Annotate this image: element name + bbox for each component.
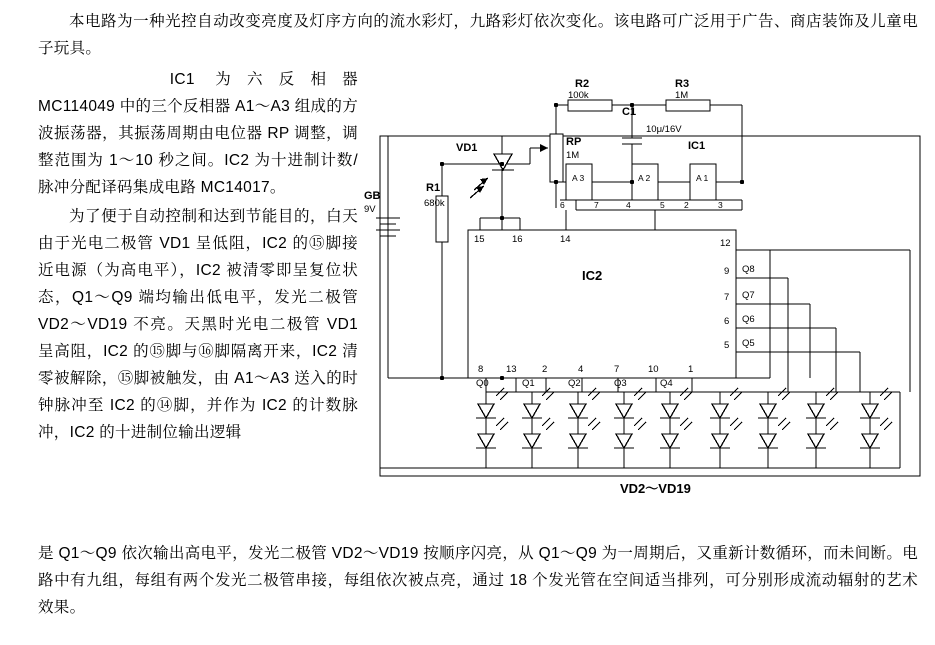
label-gate-a3: A 3 [572, 173, 585, 183]
label-q7: Q7 [742, 290, 755, 301]
pin-a3-left: 6 [560, 200, 565, 210]
pin-ic2-14: 14 [560, 234, 571, 245]
pin-ic2-5: 5 [724, 340, 730, 351]
schematic-svg [370, 78, 930, 508]
label-gb-value: 9V [364, 204, 376, 215]
label-gate-a2: A 2 [638, 173, 651, 183]
label-vd1: VD1 [456, 142, 478, 154]
pin-a3-right: 7 [594, 200, 599, 210]
pin-ic2-10: 10 [648, 364, 659, 375]
intro-paragraph: 本电路为一种光控自动改变亮度及灯序方向的流水彩灯，九路彩灯依次变化。该电路可广泛用于广告、商店装饰及儿童电子玩具。 [38, 13, 918, 57]
pin-a2-left: 4 [626, 200, 631, 210]
circuit-schematic [364, 78, 930, 508]
label-gate-a1: A 1 [696, 173, 709, 183]
pin-a1-right: 3 [718, 200, 723, 210]
pin-ic2-7: 7 [614, 364, 620, 375]
label-q8: Q8 [742, 264, 755, 275]
pin-ic2-6: 6 [724, 316, 730, 327]
label-q6: Q6 [742, 314, 755, 325]
label-r1-value: 680k [424, 198, 445, 209]
pin-ic2-12: 12 [720, 238, 731, 249]
label-q1: Q1 [522, 378, 535, 389]
pin-ic2-2: 2 [542, 364, 548, 375]
label-q5: Q5 [742, 338, 755, 349]
pin-ic2-13: 13 [506, 364, 517, 375]
label-ic2: IC2 [582, 268, 603, 283]
label-r1-name: R1 [426, 182, 441, 194]
pin-ic2-8: 8 [478, 364, 484, 375]
label-c1-name: C1 [622, 106, 637, 118]
label-led-group: VD2～VD19 [620, 481, 691, 496]
bottom-paragraph: 是 Q1～Q9 依次输出高电平，发光二极管 VD2～VD19 按顺序闪亮，从 Q1～Q9 为一周期后，又重新计数循环，而未间断。电路中有九组，每组有两个发光二极管串接，每组依次被点亮，通过 18 个发光管在空间适当排列，可分别形成流动辐射的艺术效果。 [38, 545, 918, 616]
label-ic1: IC1 [688, 140, 706, 152]
pin-ic2-7b: 7 [724, 292, 730, 303]
pin-ic2-4: 4 [578, 364, 584, 375]
label-r2-value: 100k [568, 90, 589, 101]
label-q0: Q0 [476, 378, 489, 389]
label-rp-value: 1M [566, 150, 580, 161]
pin-a1-left: 2 [684, 200, 689, 210]
pin-ic2-9: 9 [724, 266, 730, 277]
label-gb-name: GB [364, 190, 381, 202]
pin-ic2-15: 15 [474, 234, 485, 245]
pin-a2-right: 5 [660, 200, 665, 210]
pin-ic2-1: 1 [688, 364, 694, 375]
left-text-column [38, 66, 358, 446]
pin-ic2-16: 16 [512, 234, 523, 245]
label-q4: Q4 [660, 378, 673, 389]
label-rp-name: RP [566, 136, 582, 148]
label-q2: Q2 [568, 378, 581, 389]
label-r2-name: R2 [575, 78, 590, 90]
left-paragraph-1: IC1 为六反相器 MC114049 中的三个反相器 A1～A3 组成的方波振荡器，其振荡周期由电位器 RP 调整，调整范围为 1～10 秒之间。IC2 为十进制计数/脉冲分配译码集成电路 MC14017。 [38, 71, 358, 196]
label-r3-value: 1M [675, 90, 689, 101]
left-paragraph-2: 为了便于自动控制和达到节能目的，白天由于光电二极管 VD1 呈低阻，IC2 的⑮脚接近电源（为高电平），IC2 被清零即呈复位状态，Q1～Q9 端均输出低电平，发光二极管 VD2～VD19 不亮。天黑时光电二极管 VD1 呈高阻，IC2 的⑮脚与⑯脚隔离开来，IC2 清零被解除，⑮脚被触发，由 A1～A3 送入的时钟脉冲至 IC2 的⑭脚，并作为 IC2 的计数脉冲，IC2 的十进制位输出逻辑 [38, 208, 358, 441]
label-q3: Q3 [614, 378, 627, 389]
label-c1-value: 10μ/16V [646, 124, 682, 135]
label-r3-name: R3 [675, 78, 690, 90]
